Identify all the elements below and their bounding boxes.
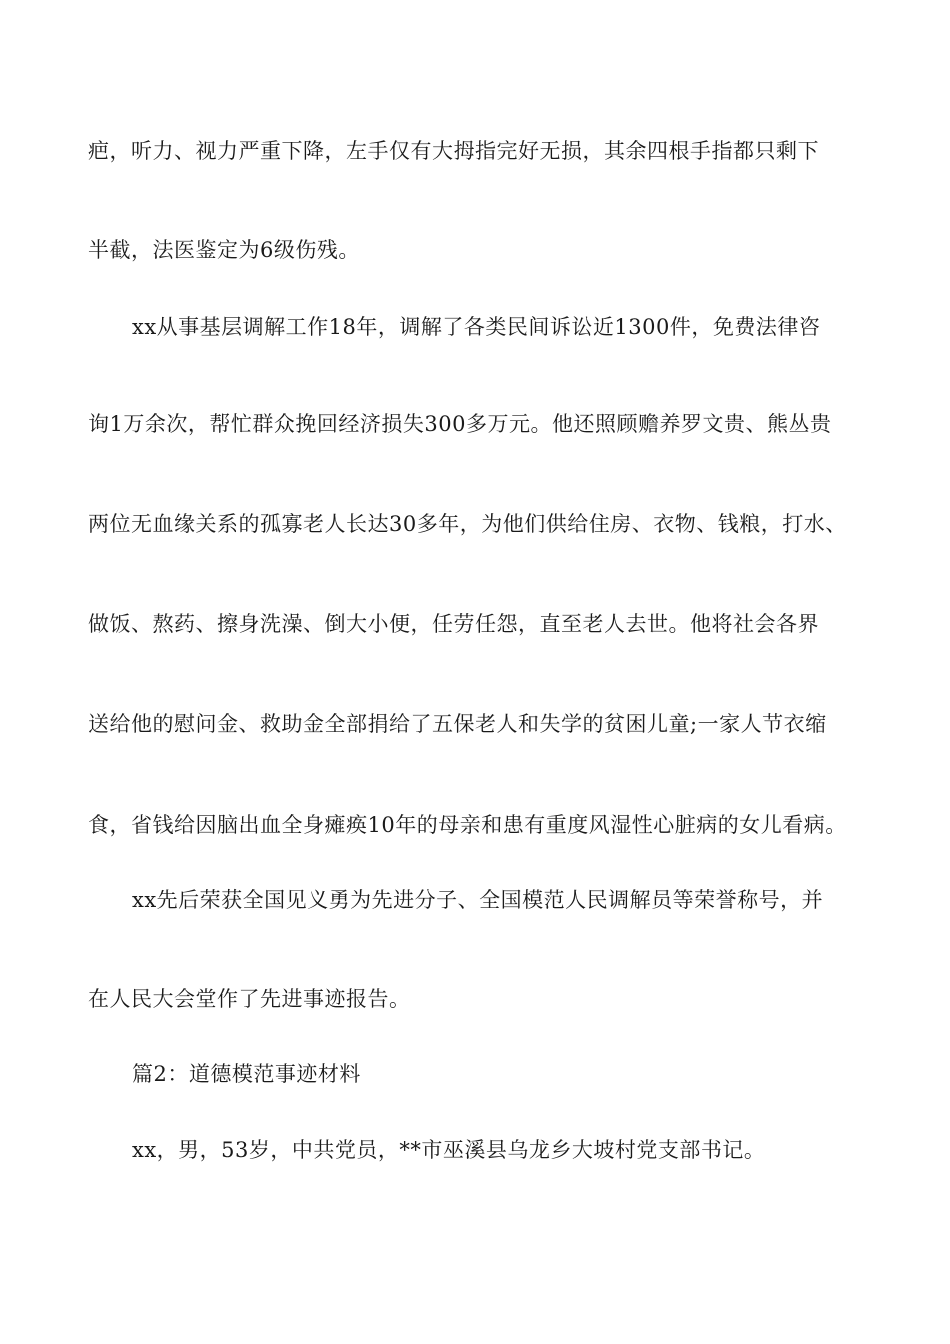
section-heading: 篇2：道德模范事迹材料 <box>132 1062 361 1086</box>
text-line: 半截，法医鉴定为6级伤残。 <box>88 238 360 262</box>
paragraph-start: xx，男，53岁，中共党员，**市巫溪县乌龙乡大坡村党支部书记。 <box>132 1138 766 1162</box>
text-line: 食，省钱给因脑出血全身瘫痪10年的母亲和患有重度风湿性心脏病的女儿看病。 <box>88 813 847 837</box>
text-line: 询1万余次，帮忙群众挽回经济损失300多万元。他还照顾赡养罗文贵、熊丛贵 <box>88 412 832 436</box>
text-line: 在人民大会堂作了先进事迹报告。 <box>88 987 411 1011</box>
text-line: 做饭、熬药、擦身洗澡、倒大小便，任劳任怨，直至老人去世。他将社会各界 <box>88 612 819 636</box>
text-line: 疤，听力、视力严重下降，左手仅有大拇指完好无损，其余四根手指都只剩下 <box>88 139 819 163</box>
paragraph-start: xx先后荣获全国见义勇为先进分子、全国模范人民调解员等荣誉称号，并 <box>132 888 824 912</box>
text-line: 两位无血缘关系的孤寡老人长达30多年，为他们供给住房、衣物、钱粮，打水、 <box>88 512 847 536</box>
text-line: 送给他的慰问金、救助金全部捐给了五保老人和失学的贫困儿童;一家人节衣缩 <box>88 712 827 736</box>
paragraph-start: xx从事基层调解工作18年，调解了各类民间诉讼近1300件，免费法律咨 <box>132 315 821 339</box>
